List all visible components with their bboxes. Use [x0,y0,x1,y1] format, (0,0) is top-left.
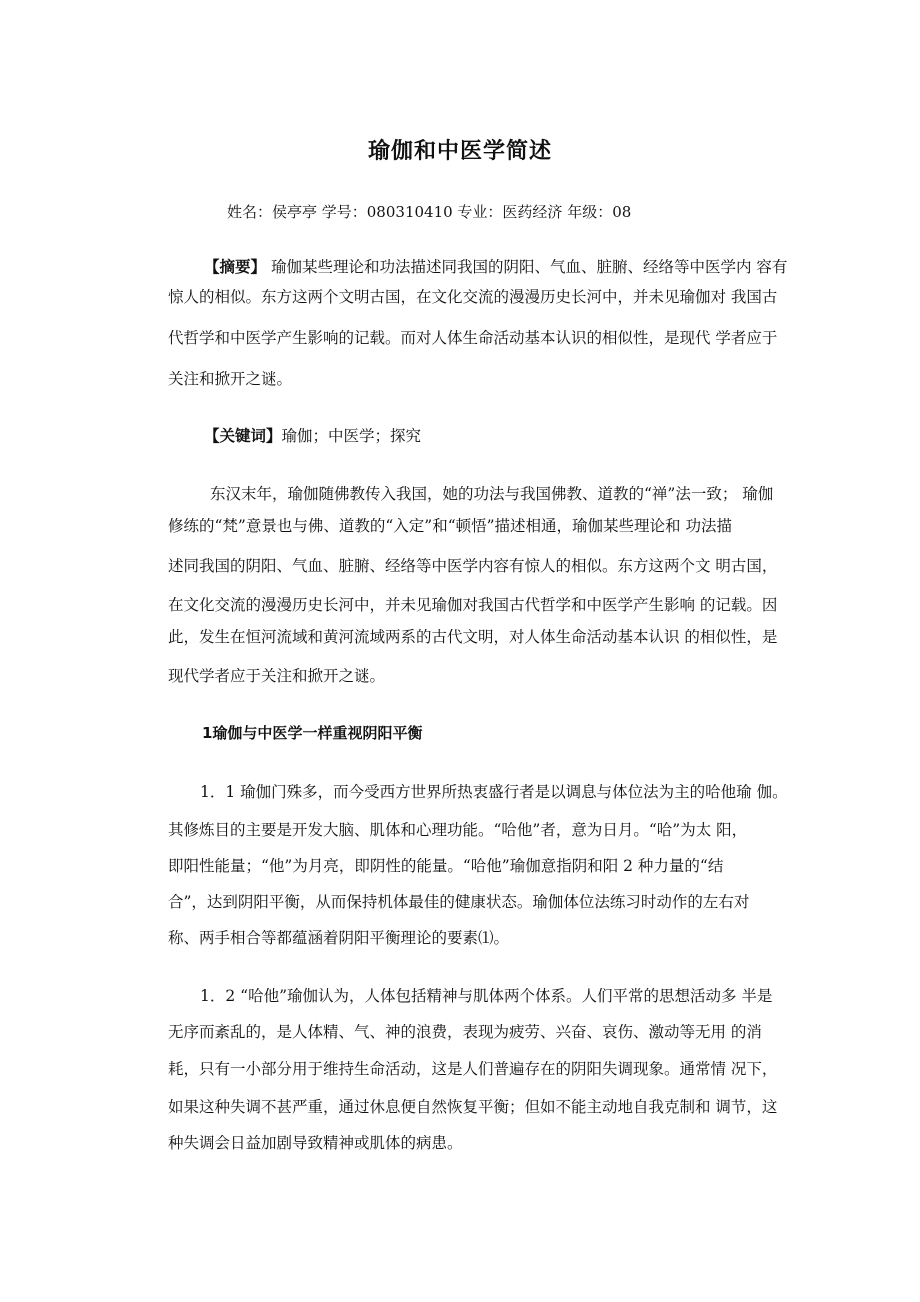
author-info-line: 姓名：侯亭亭 学号：080310410 专业：医药经济 年级：08 [227,203,632,221]
abstract-label: 【摘要】 [204,257,267,276]
intro-line-1: 东汉末年，瑜伽随佛教传入我国，她的功法与我国佛教、道教的“禅”法一致； 瑜伽 [210,485,774,503]
section-heading: 1瑜伽与中医学一样重视阴阳平衡 [202,724,423,742]
keywords-label: 【关键词】 [204,426,282,445]
intro-line-2: 修练的“梵”意景也与佛、道教的“入定”和“顿悟”描述相通，瑜伽某些理论和 功法描 [168,517,732,535]
keywords-text: 瑜伽；中医学；探究 [281,427,422,445]
intro-line-3: 述同我国的阴阳、气血、脏腑、经络等中医学内容有惊人的相似。东方这两个文 明古国， [168,557,778,575]
intro-line-5: 此，发生在恒河流域和黄河流域两系的古代文明，对人体生命活动基本认识 的相似性，是 [168,628,778,646]
para-1-2-line-1: 1．2 “哈他”瑜伽认为，人体包括精神与肌体两个体系。人们平常的思想活动多 半是 [200,987,773,1005]
para-1-2-line-4: 如果这种失调不甚严重，通过休息便自然恢复平衡；但如不能主动地自我克制和 调节，这 [168,1098,778,1116]
para-1-1-line-3: 即阳性能量；“他”为月亮，即阴性的能量。“哈他”瑜伽意指阴和阳 2 种力量的“结 [168,857,724,875]
keywords-line [204,426,421,446]
intro-line-4: 在文化交流的漫漫历史长河中，并未见瑜伽对我国古代哲学和中医学产生影响 的记载。因 [168,596,778,614]
para-1-1-line-2: 其修炼目的主要是开发大脑、肌体和心理功能。“哈他”者，意为日月。“哈”为太 阳， [168,821,748,839]
para-1-1-line-1: 1．1 瑜伽门殊多，而今受西方世界所热衷盛行者是以调息与体位法为主的哈他瑜 伽。 [200,783,788,801]
para-1-1-line-5: 称、两手相合等都蕴涵着阴阳平衡理论的要素⑴。 [168,929,510,947]
abstract-line-1: 【摘要】 瑜伽某些理论和功法描述同我国的阴阳、气血、脏腑、经络等中医学内 容有 [204,257,788,276]
abstract-line-3: 代哲学和中医学产生影响的记载。而对人体生命活动基本认识的相似性，是现代 学者应于 [168,329,778,347]
intro-line-6: 现代学者应于关注和掀开之谜。 [168,667,386,685]
para-1-2-line-3: 耗，只有一小部分用于维持生命活动，这是人们普遍存在的阴阳失调现象。通常情 况下， [168,1060,778,1078]
para-1-2-line-2: 无序而紊乱的，是人体精、气、神的浪费，表现为疲劳、兴奋、哀伤、激动等无用 的消 [168,1023,762,1041]
abstract-line-2: 惊人的相似。东方这两个文明古国，在文化交流的漫漫历史长河中，并未见瑜伽对 我国古 [168,288,778,306]
abstract-line-4: 关注和掀开之谜。 [168,370,293,388]
para-1-2-line-5: 种失调会日益加剧导致精神或肌体的病患。 [168,1134,463,1152]
para-1-1-line-4: 合”，达到阴阳平衡，从而保持机体最佳的健康状态。瑜伽体位法练习时动作的左右对 [168,893,750,911]
document-title: 瑜伽和中医学简述 [367,139,552,164]
